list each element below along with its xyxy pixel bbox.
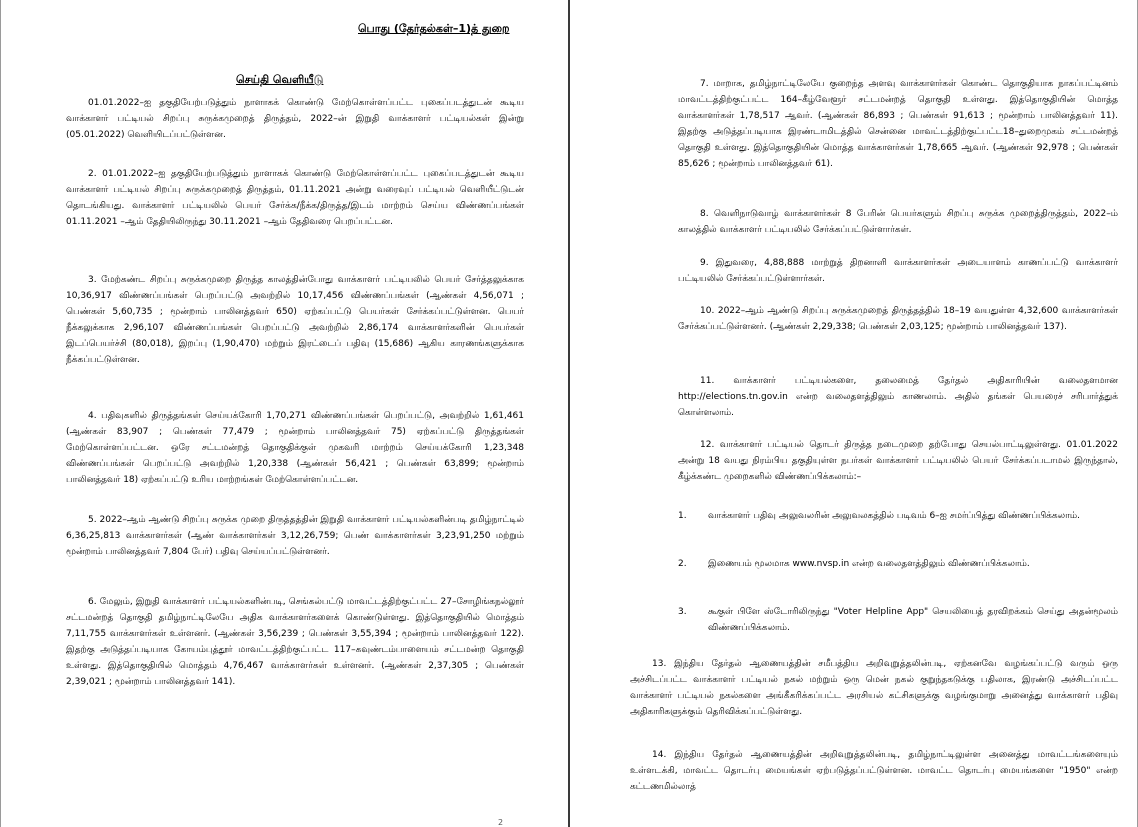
paragraph-13: 13. இந்திய தேர்தல் ஆணையத்தின் சமீபத்திய அறிவுறுத்தலின்படி, ஏற்கனவே வழங்கப்பட்டு வரும் ஒரு அச்சிடப்பட்ட வாக்காளர் பட்டியல் நகல் மற்றும் ஒரு மென் நகல் குறுந்தகடுக்கு பதிலாக, இரண்டு அச்சிடப்பட்ட வாக்காளர் பட்டியல் நகல்களை அங்கீகரிக்கப்பட்ட அரசியல் கட்சிகளுக்கு வழங்குமாறு அனைத்து வாக்காளர் பதிவு அதிகாரிகளுக்கும் தெரிவிக்கப்பட்டுள்ளது.: [630, 659, 1118, 717]
paragraph-14: 14. இந்திய தேர்தல் ஆணையத்தின் அறிவுறுத்தலின்படி, தமிழ்நாட்டிலுள்ள அனைத்து மாவட்டங்களையும் உள்ளடக்கி, மாவட்ட தொடர்பு மையங்கள் ஏற்படுத்தப்பட்டுள்ளன. மாவட்ட தொடர்பு மையங்களை "1950" என்ற கட்டணமில்லாத்: [630, 750, 1118, 792]
paragraph-5: 5. 2022–ஆம் ஆண்டு சிறப்பு சுருக்க முறை திருத்தத்தின் இறுதி வாக்காளர் பட்டியல்களின்படி தமிழ்நாட்டில் 6,36,25,813 வாக்காளர்கள் (ஆண் வாக்காளர்கள் 3,12,26,759; பெண் வாக்காளர்கள் 3,23,91,250 மற்றும் மூன்றாம் பாலினத்தவர் 7,804 பேர்) பதிவு செய்யப்பட்டுள்ளனர்.: [66, 515, 524, 557]
department-heading: பொது (தேர்தல்கள்–1)த் துறை: [358, 22, 510, 35]
paragraph-11: 11. வாக்காளர் பட்டியல்களை, தலைமைத் தேர்தல் அதிகாரியின் வலைதளமான http://elections.tn.gov.in என்ற வலைதளத்திலும் காணலாம். அதில் தங்கள் பெயரைச் சரிபார்த்துக் கொள்ளலாம்.: [678, 376, 1118, 418]
right-page: [570, 0, 1138, 827]
paragraph-3: 3. மேற்கண்ட சிறப்பு சுருக்கமுறை திருத்த காலத்தின்போது வாக்காளர் பட்டியலில் பெயர் சேர்த்தலுக்காக 10,36,917 விண்ணப்பங்கள் பெறப்பட்டு அவற்றில் 10,17,456 விண்ணப்பங்கள் (ஆண்கள் 4,56,071 ; பெண்கள் 5,60,735 ; மூன்றாம் பாலினத்தவர் 650) ஏற்கப்பட்டு பெயர்கள் சேர்க்கப்பட்டுள்ளன. பெயர் நீக்கலுக்காக 2,96,107 விண்ணப்பங்கள் பெறப்பட்டு அவற்றில் 2,86,174 வாக்காளர்களின் பெயர்கள் இடப்பெயர்ச்சி (80,018), இறப்பு (1,90,470) மற்றும் இரட்டைப் பதிவு (15,686) ஆகிய காரணங்களுக்காக நீக்கப்பட்டுள்ளன.: [66, 275, 524, 365]
paragraph-12: 12. வாக்காளர் பட்டியல் தொடர் திருத்த நடைமுறை தற்போது செயல்பாட்டிலுள்ளது. 01.01.2022 அன்று 18 வயது நிரம்பிய தகுதியுள்ள நபர்கள் வாக்காளர் பட்டியலில் பெயர் சேர்க்கப்படாமல் இருந்தால், கீழ்க்கண்ட முறைகளில் விண்ணப்பிக்கலாம்:–: [678, 440, 1118, 482]
paragraph-2: 2. 01.01.2022–ஐ தகுதியேற்படுத்தும் நாளாகக் கொண்டு மேற்கொள்ளப்பட்ட புகைப்படத்துடன் கூடிய வாக்காளர் பட்டியல் சிறப்பு சுருக்கமுறைத் திருத்தம், 01.11.2021 அன்று வரைவுப் பட்டியல் வெளியீட்டுடன் தொடங்கியது. வாக்காளர் பட்டியலில் பெயர் சேர்க்க/நீக்க/திருத்த/இடம் மாற்றம் செய்ய விண்ணப்பங்கள் 01.11.2021 –ஆம் தேதியிலிருந்து 30.11.2021 –ஆம் தேதிவரை பெறப்பட்டன.: [66, 169, 524, 227]
paragraph-10: 10. 2022–ஆம் ஆண்டு சிறப்பு சுருக்கமுறைத் திருத்தத்தில் 18–19 வயதுள்ள 4,32,600 வாக்காளர்கள் சேர்க்கப்பட்டுள்ளனர். (ஆண்கள் 2,29,338; பெண்கள் 2,03,125; மூன்றாம் பாலினத்தவர் 137).: [678, 306, 1118, 332]
page-edge: [0, 0, 1, 827]
list-item: கூகுள் பிளே ஸ்டோரிலிருந்து "Voter Helpline App" செயலியைத் தரவிறக்கம் செய்து அதன்மூலம் விண்ணப்பிக்கலாம்.: [708, 607, 1118, 633]
list-item-number: 2.: [678, 559, 687, 569]
press-release-title: செய்தி வெளியீடு: [236, 73, 324, 86]
list-item: வாக்காளர் பதிவு அலுவலரின் அலுவலகத்தில் படிவம் 6–ஐ சமர்ப்பித்து விண்ணப்பிக்கலாம்.: [708, 511, 1080, 521]
paragraph-7: 7. மாறாக, தமிழ்நாட்டிலேயே குறைந்த அளவு வாக்காளர்கள் கொண்ட தொகுதியாக நாகப்பட்டினம் மாவட்டத்திற்குட்பட்ட 164–கீழ்வேளூர் சட்டமன்றத் தொகுதி உள்ளது. இத்தொகுதியின் மொத்த வாக்காளர்கள் 1,78,517 ஆவர். (ஆண்கள் 86,893 ; பெண்கள் 91,613 ; மூன்றாம் பாலினத்தவர் 11). இதற்கு அடுத்தப்படியாக இரண்டாமிடத்தில் சென்னை மாவட்டத்திற்குட்பட்ட18–துறைமுகம் சட்டமன்றத் தொகுதி உள்ளது. இத்தொகுதியின் மொத்த வாக்காளர்கள் 1,78,665 ஆவர். (ஆண்கள் 92,978 ; பெண்கள் 85,626 ; மூன்றாம் பாலினத்தவர் 61).: [678, 79, 1118, 169]
paragraph-1: 01.01.2022–ஐ தகுதியேற்படுத்தும் நாளாகக் கொண்டு மேற்கொள்ளப்பட்ட புகைப்படத்துடன் கூடிய வாக்காளர் பட்டியல் சிறப்பு சுருக்கமுறைத் திருத்தம், 2022–ன் இறுதி வாக்காளர் பட்டியல்கள் இன்று (05.01.2022) வெளியிடப்பட்டுள்ளன.: [66, 98, 524, 140]
list-item: இணையம் மூலமாக www.nvsp.in என்ற வலைதளத்திலும் விண்ணப்பிக்கலாம்.: [708, 559, 1030, 569]
page-number: 2: [498, 818, 504, 827]
paragraph-4: 4. பதிவுகளில் திருத்தங்கள் செய்யக்கோரி 1,70,271 விண்ணப்பங்கள் பெறப்பட்டு, அவற்றில் 1,61,461 (ஆண்கள் 83,907 ; பெண்கள் 77,479 ; மூன்றாம் பாலினத்தவர் 75) ஏற்கப்பட்டு திருத்தங்கள் மேற்கொள்ளப்பட்டன. ஒரே சட்டமன்றத் தொகுதிக்குள் முகவரி மாற்றம் செய்யக்கோரி 1,23,348 விண்ணப்பங்கள் பெறப்பட்டு அவற்றில் 1,20,338 (ஆண்கள் 56,421 ; பெண்கள் 63,899; மூன்றாம் பாலினத்தவர் 18) ஏற்கப்பட்டு உரிய மாற்றங்கள் மேற்கொள்ளப்பட்டன.: [66, 411, 524, 485]
list-item-number: 3.: [678, 607, 687, 617]
paragraph-9: 9. இதுவரை, 4,88,888 மாற்றுத் திறனாளி வாக்காளர்கள் அடையாளம் காணப்பட்டு வாக்காளர் பட்டியலில் சேர்க்கப்பட்டுள்ளார்கள்.: [678, 258, 1118, 284]
list-item-number: 1.: [678, 511, 687, 521]
paragraph-8: 8. வெளிநாடுவாழ் வாக்காளர்கள் 8 பேரின் பெயர்களும் சிறப்பு சுருக்க முறைத்திருத்தம், 2022–ம் காலத்தில் வாக்காளர் பட்டியலில் சேர்க்கப்பட்டுள்ளார்கள்.: [678, 209, 1118, 235]
paragraph-6: 6. மேலும், இறுதி வாக்காளர் பட்டியல்களின்படி, செங்கல்பட்டு மாவட்டத்திற்குட்பட்ட 27–சோழிங்கநல்லூர் சட்டமன்றத் தொகுதி தமிழ்நாட்டிலேயே அதிக வாக்காளர்களைக் கொண்டுள்ளது. இத்தொகுதியில் மொத்தம் 7,11,755 வாக்காளர்கள் உள்ளனர். (ஆண்கள் 3,56,239 ; பெண்கள் 3,55,394 ; மூன்றாம் பாலினத்தவர் 122). இதற்கு அடுத்தப்படியாக கோயம்புத்தூர் மாவட்டத்திற்குட்பட்ட 117–கவுண்டம்பாளையம் சட்டமன்ற தொகுதி உள்ளது. இத்தொகுதியில் மொத்தம் 4,76,467 வாக்காளர்கள் உள்ளனர். (ஆண்கள் 2,37,305 ; பெண்கள் 2,39,021 ; மூன்றாம் பாலினத்தவர் 141).: [66, 597, 524, 687]
